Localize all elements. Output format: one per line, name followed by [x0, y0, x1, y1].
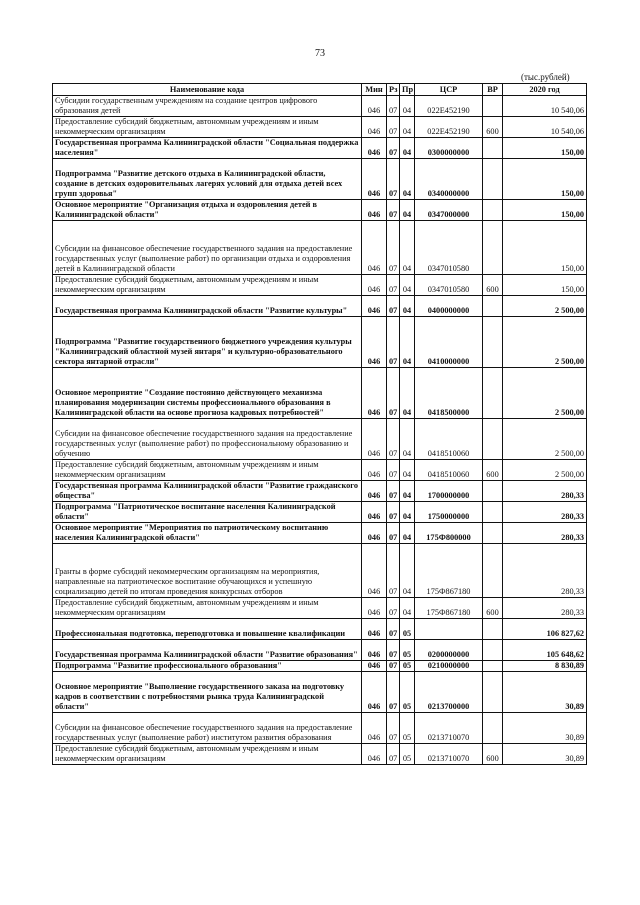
cell-min: 046	[362, 159, 387, 200]
table-row	[53, 672, 587, 713]
cell-pr: 04	[400, 419, 415, 460]
table-row	[53, 523, 587, 544]
cell-vr	[483, 317, 503, 368]
cell-csr: 175Ф867180	[415, 598, 483, 619]
header-rz: Рз	[387, 84, 400, 96]
cell-vr: 600	[483, 275, 503, 296]
cell-csr: 0210000000	[415, 661, 483, 672]
cell-name: Государственная программа Калининградской области "Социальная поддержка населения"	[53, 138, 362, 159]
cell-name: Подпрограмма "Патриотическое воспитание населения Калининградской области"	[53, 502, 362, 523]
cell-sum: 2 500,00	[503, 368, 587, 419]
cell-sum: 8 830,89	[503, 661, 587, 672]
cell-name: Подпрограмма "Развитие детского отдыха в Калининградской области, создание в детских оздоровительных лагерях условий для отдыха детей всех групп здоровья"	[53, 159, 362, 200]
cell-sum: 106 827,62	[503, 619, 587, 640]
cell-rz: 07	[387, 317, 400, 368]
cell-csr	[415, 619, 483, 640]
cell-pr: 05	[400, 672, 415, 713]
header-vr: ВР	[483, 84, 503, 96]
cell-name: Субсидии государственным учреждениям на создание центров цифрового образования детей	[53, 96, 362, 117]
cell-vr	[483, 159, 503, 200]
cell-rz: 07	[387, 661, 400, 672]
cell-name: Гранты в форме субсидий некоммерческим организациям на мероприятия, направленные на патриотическое воспитание обучающихся и успешную социализацию детей по итогам проведения конкурсных отборов	[53, 544, 362, 598]
cell-csr: 175Ф867180	[415, 544, 483, 598]
cell-pr: 04	[400, 598, 415, 619]
table-row	[53, 460, 587, 481]
cell-sum: 2 500,00	[503, 296, 587, 317]
cell-sum: 150,00	[503, 159, 587, 200]
cell-rz: 07	[387, 221, 400, 275]
cell-name: Основное мероприятие "Мероприятия по патриотическому воспитанию населения Калининградской области"	[53, 523, 362, 544]
cell-sum: 30,89	[503, 713, 587, 744]
cell-csr: 0213710070	[415, 744, 483, 765]
table-row	[53, 744, 587, 765]
cell-pr: 05	[400, 713, 415, 744]
cell-min: 046	[362, 481, 387, 502]
table-row	[53, 481, 587, 502]
cell-min: 046	[362, 598, 387, 619]
cell-min: 046	[362, 744, 387, 765]
cell-rz: 07	[387, 159, 400, 200]
cell-csr: 0213710070	[415, 713, 483, 744]
cell-pr: 04	[400, 200, 415, 221]
cell-vr: 600	[483, 744, 503, 765]
cell-rz: 07	[387, 481, 400, 502]
cell-pr: 04	[400, 138, 415, 159]
cell-vr	[483, 619, 503, 640]
cell-csr: 1750000000	[415, 502, 483, 523]
cell-name: Предоставление субсидий бюджетным, автономным учреждениям и иным некоммерческим организациям	[53, 117, 362, 138]
cell-rz: 07	[387, 598, 400, 619]
cell-min: 046	[362, 661, 387, 672]
cell-name: Предоставление субсидий бюджетным, автономным учреждениям и иным некоммерческим организациям	[53, 598, 362, 619]
table-row	[53, 544, 587, 598]
cell-name: Субсидии на финансовое обеспечение государственного задания на предоставление государственных услуг (выполнение работ) по организации отдыха и оздоровления детей в Калининградской области	[53, 221, 362, 275]
cell-pr: 05	[400, 661, 415, 672]
header-row	[53, 84, 587, 96]
cell-pr: 04	[400, 544, 415, 598]
cell-min: 046	[362, 460, 387, 481]
cell-pr: 04	[400, 523, 415, 544]
cell-min: 046	[362, 544, 387, 598]
cell-vr	[483, 200, 503, 221]
cell-sum: 10 540,06	[503, 117, 587, 138]
cell-csr: 0347010580	[415, 275, 483, 296]
table-row	[53, 368, 587, 419]
cell-min: 046	[362, 502, 387, 523]
cell-pr: 04	[400, 96, 415, 117]
table-row	[53, 275, 587, 296]
cell-min: 046	[362, 200, 387, 221]
cell-pr: 04	[400, 317, 415, 368]
table-body	[53, 96, 587, 765]
cell-name: Основное мероприятие "Создание постоянно действующего механизма планирования модернизации системы профессионального образования в Калининградской области на основе прогноза кадровых потребностей"	[53, 368, 362, 419]
cell-rz: 07	[387, 672, 400, 713]
cell-csr: 0410000000	[415, 317, 483, 368]
cell-sum: 150,00	[503, 275, 587, 296]
cell-min: 046	[362, 368, 387, 419]
cell-sum: 150,00	[503, 221, 587, 275]
cell-vr	[483, 368, 503, 419]
cell-min: 046	[362, 117, 387, 138]
cell-csr: 175Ф800000	[415, 523, 483, 544]
cell-csr: 0418510060	[415, 419, 483, 460]
cell-name: Основное мероприятие "Выполнение государственного заказа на подготовку кадров в соответствии с потребностями рынка труда Калининградской области"	[53, 672, 362, 713]
table-row	[53, 296, 587, 317]
cell-sum: 105 648,62	[503, 640, 587, 661]
table-row	[53, 713, 587, 744]
table-row	[53, 200, 587, 221]
table-row	[53, 159, 587, 200]
cell-vr	[483, 96, 503, 117]
cell-rz: 07	[387, 200, 400, 221]
header-csr: ЦСР	[415, 84, 483, 96]
cell-rz: 07	[387, 640, 400, 661]
cell-rz: 07	[387, 96, 400, 117]
cell-vr	[483, 138, 503, 159]
cell-vr	[483, 661, 503, 672]
table-row	[53, 138, 587, 159]
cell-name: Государственная программа Калининградской области "Развитие образования"	[53, 640, 362, 661]
table-row	[53, 619, 587, 640]
cell-pr: 05	[400, 619, 415, 640]
cell-min: 046	[362, 419, 387, 460]
table-row	[53, 419, 587, 460]
cell-pr: 04	[400, 221, 415, 275]
table-row	[53, 502, 587, 523]
cell-min: 046	[362, 96, 387, 117]
cell-vr	[483, 640, 503, 661]
cell-min: 046	[362, 672, 387, 713]
cell-rz: 07	[387, 619, 400, 640]
cell-min: 046	[362, 640, 387, 661]
cell-vr	[483, 523, 503, 544]
cell-name: Предоставление субсидий бюджетным, автономным учреждениям и иным некоммерческим организациям	[53, 275, 362, 296]
cell-name: Субсидии на финансовое обеспечение государственного задания на предоставление государственных услуг (выполнение работ) институтом развития образования	[53, 713, 362, 744]
cell-vr	[483, 672, 503, 713]
cell-name: Предоставление субсидий бюджетным, автономным учреждениям и иным некоммерческим организациям	[53, 460, 362, 481]
header-min: Мин	[362, 84, 387, 96]
header-year: 2020 год	[503, 84, 587, 96]
cell-pr: 04	[400, 296, 415, 317]
cell-rz: 07	[387, 275, 400, 296]
cell-pr: 04	[400, 502, 415, 523]
header-pr: Пр	[400, 84, 415, 96]
cell-sum: 280,33	[503, 502, 587, 523]
table-row	[53, 221, 587, 275]
header-name: Наименование кода	[53, 84, 362, 96]
cell-vr	[483, 544, 503, 598]
cell-rz: 07	[387, 117, 400, 138]
table-row	[53, 598, 587, 619]
cell-min: 046	[362, 296, 387, 317]
units-label: (тыс.рублей)	[521, 72, 570, 82]
cell-sum: 150,00	[503, 200, 587, 221]
cell-rz: 07	[387, 523, 400, 544]
cell-csr: 0347000000	[415, 200, 483, 221]
cell-min: 046	[362, 619, 387, 640]
cell-name: Подпрограмма "Развитие государственного бюджетного учреждения культуры "Калининградский областной музей янтаря" и культурно-образовательного сектора янтарной отрасли"	[53, 317, 362, 368]
cell-rz: 07	[387, 419, 400, 460]
cell-pr: 04	[400, 481, 415, 502]
cell-rz: 07	[387, 296, 400, 317]
table-row	[53, 640, 587, 661]
cell-vr: 600	[483, 117, 503, 138]
cell-csr: 1700000000	[415, 481, 483, 502]
table-row	[53, 96, 587, 117]
cell-pr: 04	[400, 117, 415, 138]
cell-vr	[483, 221, 503, 275]
cell-vr	[483, 481, 503, 502]
cell-sum: 10 540,06	[503, 96, 587, 117]
cell-min: 046	[362, 713, 387, 744]
cell-csr: 0400000000	[415, 296, 483, 317]
table-row	[53, 317, 587, 368]
page-number: 73	[315, 48, 325, 59]
cell-vr	[483, 713, 503, 744]
cell-vr: 600	[483, 598, 503, 619]
cell-name: Основное мероприятие "Организация отдыха и оздоровления детей в Калининградской области"	[53, 200, 362, 221]
cell-sum: 2 500,00	[503, 419, 587, 460]
cell-name: Предоставление субсидий бюджетным, автономным учреждениям и иным некоммерческим организациям	[53, 744, 362, 765]
cell-sum: 150,00	[503, 138, 587, 159]
cell-pr: 05	[400, 640, 415, 661]
cell-csr: 0300000000	[415, 138, 483, 159]
cell-pr: 04	[400, 460, 415, 481]
budget-table	[52, 83, 587, 765]
cell-sum: 2 500,00	[503, 460, 587, 481]
cell-pr: 04	[400, 368, 415, 419]
cell-pr: 04	[400, 275, 415, 296]
cell-sum: 280,33	[503, 598, 587, 619]
cell-rz: 07	[387, 544, 400, 598]
cell-name: Подпрограмма "Развитие профессионального образования"	[53, 661, 362, 672]
cell-sum: 280,33	[503, 544, 587, 598]
cell-rz: 07	[387, 744, 400, 765]
cell-vr	[483, 419, 503, 460]
cell-csr: 0200000000	[415, 640, 483, 661]
cell-csr: 0418510060	[415, 460, 483, 481]
cell-pr: 04	[400, 159, 415, 200]
cell-csr: 0347010580	[415, 221, 483, 275]
cell-rz: 07	[387, 502, 400, 523]
cell-csr: 022E452190	[415, 96, 483, 117]
table-row	[53, 661, 587, 672]
cell-csr: 0418500000	[415, 368, 483, 419]
cell-min: 046	[362, 275, 387, 296]
cell-sum: 280,33	[503, 481, 587, 502]
cell-min: 046	[362, 317, 387, 368]
table-row	[53, 117, 587, 138]
cell-min: 046	[362, 221, 387, 275]
cell-vr	[483, 502, 503, 523]
cell-min: 046	[362, 138, 387, 159]
cell-sum: 30,89	[503, 672, 587, 713]
cell-rz: 07	[387, 138, 400, 159]
cell-vr: 600	[483, 460, 503, 481]
cell-name: Государственная программа Калининградской области "Развитие гражданского общества"	[53, 481, 362, 502]
cell-vr	[483, 296, 503, 317]
cell-name: Государственная программа Калининградской области "Развитие культуры"	[53, 296, 362, 317]
cell-rz: 07	[387, 713, 400, 744]
cell-csr: 022E452190	[415, 117, 483, 138]
cell-name: Субсидии на финансовое обеспечение государственного задания на предоставление государственных услуг (выполнение работ) по профессиональному образованию и обучению	[53, 419, 362, 460]
cell-rz: 07	[387, 460, 400, 481]
cell-sum: 2 500,00	[503, 317, 587, 368]
cell-min: 046	[362, 523, 387, 544]
cell-pr: 05	[400, 744, 415, 765]
cell-sum: 280,33	[503, 523, 587, 544]
cell-sum: 30,89	[503, 744, 587, 765]
cell-csr: 0340000000	[415, 159, 483, 200]
cell-rz: 07	[387, 368, 400, 419]
cell-name: Профессиональная подготовка, переподготовка и повышение квалификации	[53, 619, 362, 640]
cell-csr: 0213700000	[415, 672, 483, 713]
